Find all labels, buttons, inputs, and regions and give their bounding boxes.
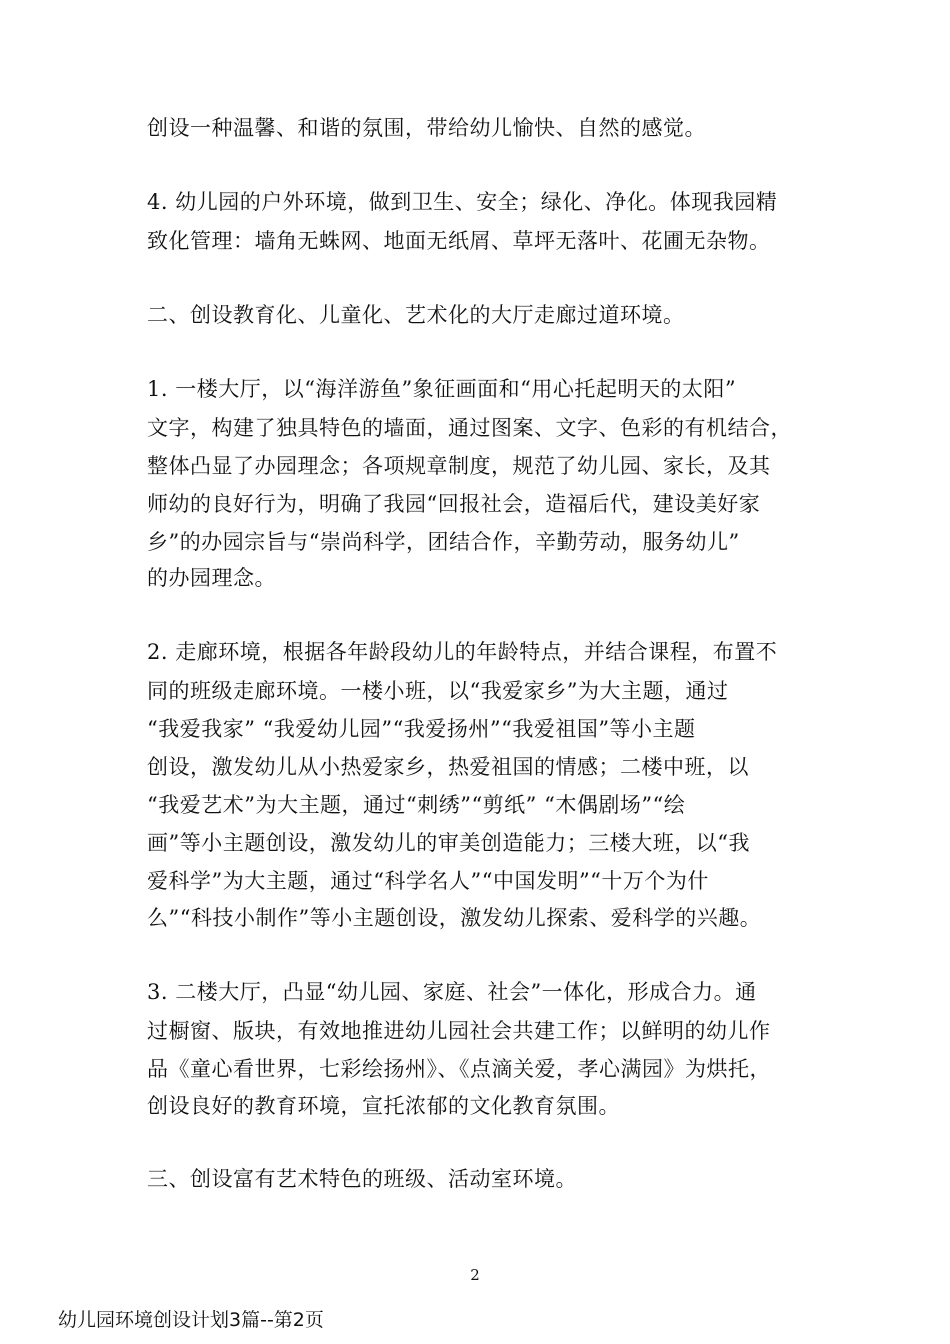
body-line: 的办园理念。 — [147, 566, 276, 590]
section-heading: 二、创设教育化、儿童化、艺术化的大厅走廊过道环境。 — [147, 303, 685, 327]
page-number: 2 — [470, 1266, 480, 1284]
body-line: 创设，激发幼儿从小热爱家乡，热爱祖国的情感；二楼中班，以 — [147, 755, 749, 779]
body-line: 爱科学”为大主题，通过“科学名人”“中国发明”“十万个为什 — [147, 869, 709, 893]
section-heading: 三、创设富有艺术特色的班级、活动室环境。 — [147, 1167, 577, 1191]
body-line: 4. 幼儿园的户外环境，做到卫生、安全；绿化、净化。体现我园精 — [147, 190, 778, 214]
body-line: 师幼的良好行为，明确了我园“回报社会，造福后代，建设美好家 — [147, 492, 761, 516]
body-line: 致化管理：墙角无蛛网、地面无纸屑、草坪无落叶、花圃无杂物。 — [147, 229, 771, 253]
body-line: 过橱窗、版块，有效地推进幼儿园社会共建工作；以鲜明的幼儿作 — [147, 1019, 771, 1043]
body-line: 整体凸显了办园理念；各项规章制度，规范了幼儿园、家长，及其 — [147, 454, 771, 478]
body-line: 1. 一楼大厅，以“海洋游鱼”象征画面和“用心托起明天的太阳” — [147, 377, 737, 401]
body-line: 文字，构建了独具特色的墙面，通过图案、文字、色彩的有机结合， — [147, 416, 792, 440]
body-line: 2. 走廊环境，根据各年龄段幼儿的年龄特点，并结合课程，布置不 — [147, 640, 778, 664]
body-line: 创设良好的教育环境，宣托浓郁的文化教育氛围。 — [147, 1094, 620, 1118]
footer-title: 幼儿园环境创设计划3篇--第2页 — [58, 1309, 324, 1331]
body-line: 品《童心看世界，七彩绘扬州》、《点滴关爱，孝心满园》为烘托， — [147, 1057, 771, 1081]
body-line: 画”等小主题创设，激发幼儿的审美创造能力；三楼大班，以“我 — [147, 831, 750, 855]
body-line: 乡”的办园宗旨与“崇尚科学，团结合作，辛勤劳动，服务幼儿” — [147, 530, 740, 554]
body-line: “我爱艺术”为大主题，通过“刺绣”“剪纸” “木偶剧场”“绘 — [147, 793, 686, 817]
body-line: 么”“科技小制作”等小主题创设，激发幼儿探索、爱科学的兴趣。 — [147, 906, 762, 930]
body-line: 创设一种温馨、和谐的氛围，带给幼儿愉快、自然的感觉。 — [147, 116, 706, 140]
body-line: 3. 二楼大厅，凸显“幼儿园、家庭、社会”一体化，形成合力。通 — [147, 980, 757, 1004]
body-line: 同的班级走廊环境。一楼小班，以“我爱家乡”为大主题，通过 — [147, 679, 729, 703]
body-line: “我爱我家” “我爱幼儿园”“我爱扬州”“我爱祖国”等小主题 — [147, 717, 696, 741]
